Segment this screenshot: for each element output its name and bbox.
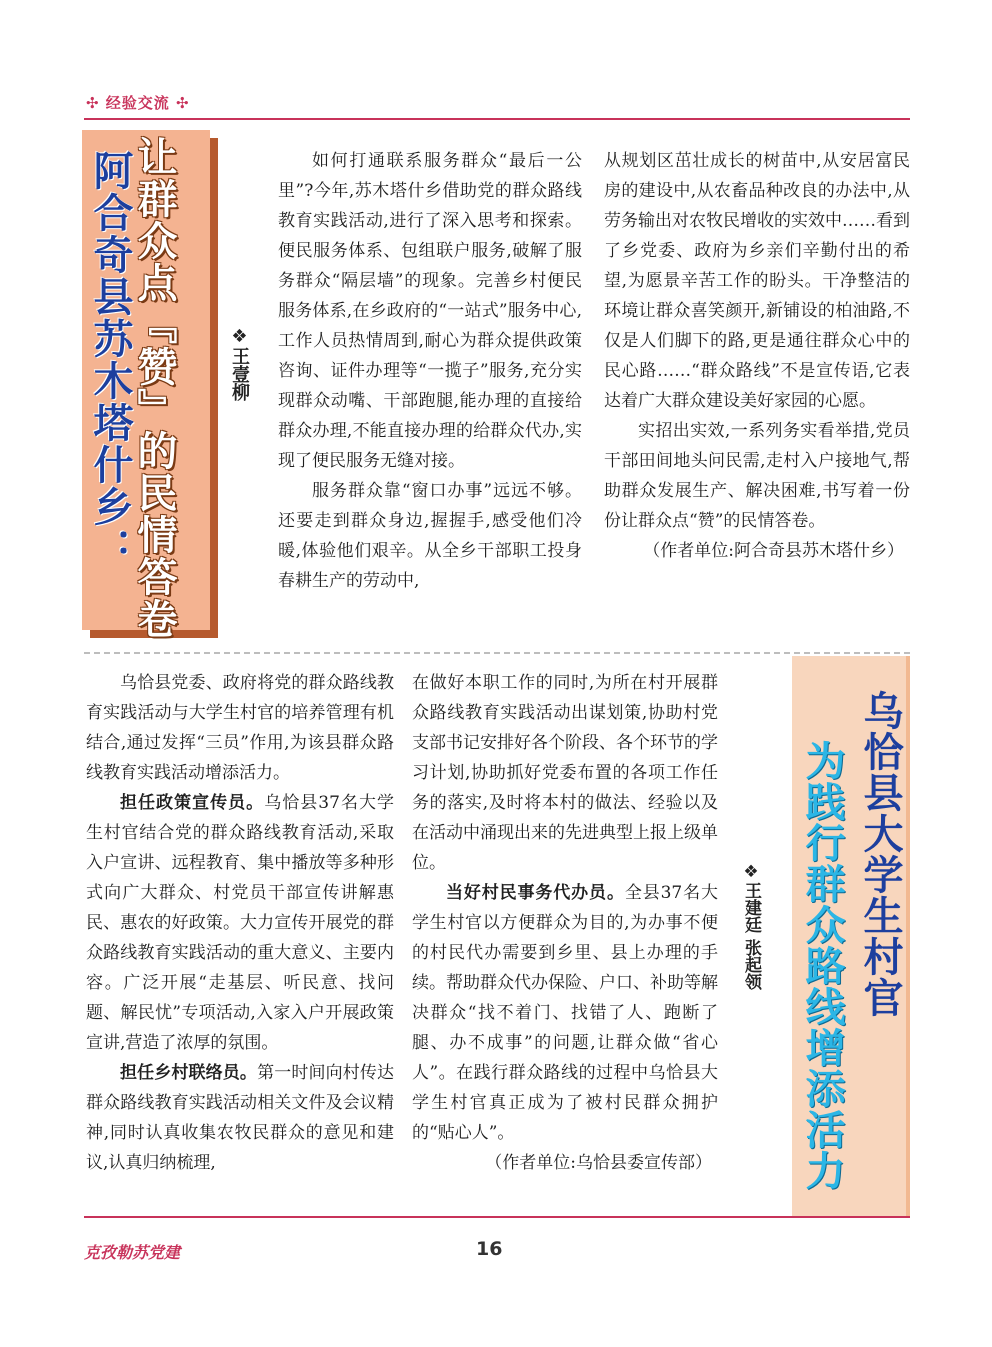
article2-intro: 乌恰县党委、政府将党的群众路线教育实践活动与大学生村官的培养管理有机结合,通过发挥“三员”作用,为该县群众路线教育实践活动增添活力。 xyxy=(86,673,394,783)
article2-author: ❖王建廷 张起领 xyxy=(741,862,761,990)
article1-paragraph-continued: 从规划区茁壮成长的树苗中,从安居富民房的建设中,从农畜品种改良的办法中,从劳务输出对农牧民增收的实效中……看到了乡党委、政府为乡亲们辛勤付出的希望,为愿景辛苦工作的盼头。干净整洁的环境让群众喜笑颜开,新铺设的柏油路,不仅是人们脚下的路,更是通往群众心中的民心路……“群众路线”不是宣传语,它表达着广大群众建设美好家园的心愿。 xyxy=(604,151,910,411)
article2-section-1 xyxy=(86,788,394,1058)
magazine-logo: 克孜勒苏党建 xyxy=(84,1243,181,1262)
article2-heading-2: 担任乡村联络员。 xyxy=(120,1063,258,1083)
article1-author: ❖王壹柳 xyxy=(229,326,250,401)
article2-column-1 xyxy=(86,668,394,1178)
article2-title-a: 乌恰县大学生村官 xyxy=(857,690,903,1018)
page-number: 16 xyxy=(476,1238,503,1260)
article2-column-2 xyxy=(412,668,718,1178)
article2-section-2 xyxy=(86,1058,394,1178)
article2-paragraph-continued: 在做好本职工作的同时,为所在村开展群众路线教育实践活动出谋划策,协助村党支部书记安排好各个阶段、各个环节的学习计划,协助抓好党委布置的各项工作任务的落实,及时将本村的做法、经验以及在活动中涌现出来的先进典型上报上级单位。 xyxy=(412,673,718,873)
article2-title-b: 为践行群众路线增添活力 xyxy=(799,740,845,1191)
article1-title-main: 让群众点『赞』的民情答卷 xyxy=(131,136,177,640)
article1-paragraph: 如何打通联系服务群众“最后一公里”?今年,苏木塔什乡借助党的群众路线教育实践活动,进行了深入思考和探索。便民服务体系、包组联户服务,破解了服务群众“隔层墙”的现象。完善乡村便民服务体系,在乡政府的“一站式”服务中心,工作人员热情周到,耐心为群众提供政策咨询、证件办理等“一揽子”服务,充分实现群众动嘴、干部跑腿,能办理的直接给群众办理,不能直接办理的给群众代办,实现了便民服务无缝对接。 xyxy=(278,151,582,471)
article1-column-2 xyxy=(604,146,910,566)
article1-credit: （作者单位:阿合奇县苏木塔什乡） xyxy=(643,541,904,561)
article-divider xyxy=(84,652,910,654)
bottom-rule xyxy=(84,1216,910,1218)
article2-paragraph-3: 全县37名大学生村官以方便群众为目的,为办事不便的村民代办需要到乡里、县上办理的手续。帮助群众代办保险、户口、补助等解决群众“找不着门、找错了人、跑断了腿、办不成事”的问题,让群众做“省心人”。在践行群众路线的过程中乌恰县大学生村官真正成为了被村民群众拥护的“贴心人”。 xyxy=(412,883,718,1143)
article2-heading-1: 担任政策宣传员。 xyxy=(120,793,265,813)
article1-title-sub: 阿合奇县苏木塔什乡： xyxy=(87,150,133,570)
article1-paragraph: 实招出实效,一系列务实看举措,党员干部田间地头问民需,走村入户接地气,帮助群众发展生产、解决困难,书写着一份份让群众点“赞”的民情答卷。 xyxy=(604,421,910,531)
article1-column-1 xyxy=(278,146,582,596)
article2-paragraph-2: 第一时间向村传达群众路线教育实践活动相关文件及会议精神,同时认真收集农牧民群众的意见和建议,认真归纳梳理, xyxy=(86,1063,395,1173)
top-rule xyxy=(84,118,910,120)
section-tag: ✣ 经验交流 ✣ xyxy=(86,94,190,112)
article1-paragraph: 服务群众靠“窗口办事”远远不够。还要走到群众身边,握握手,感受他们冷暖,体验他们艰辛。从全乡干部职工投身春耕生产的劳动中, xyxy=(278,481,582,591)
article2-section-3 xyxy=(412,878,718,1148)
article2-credit: （作者单位:乌恰县委宣传部） xyxy=(485,1153,712,1173)
article2-paragraph-1: 乌恰县37名大学生村官结合党的群众路线教育活动,采取入户宣讲、远程教育、集中播放等多种形式向广大群众、村党员干部宣传讲解惠民、惠农的好政策。大力宣传开展党的群众路线教育实践活动的重大意义、主要内容。广泛开展“走基层、听民意、找问题、解民忧”专项活动,入家入户开展政策宣讲,营造了浓厚的氛围。 xyxy=(86,793,395,1053)
article2-heading-3: 当好村民事务代办员。 xyxy=(446,883,625,903)
